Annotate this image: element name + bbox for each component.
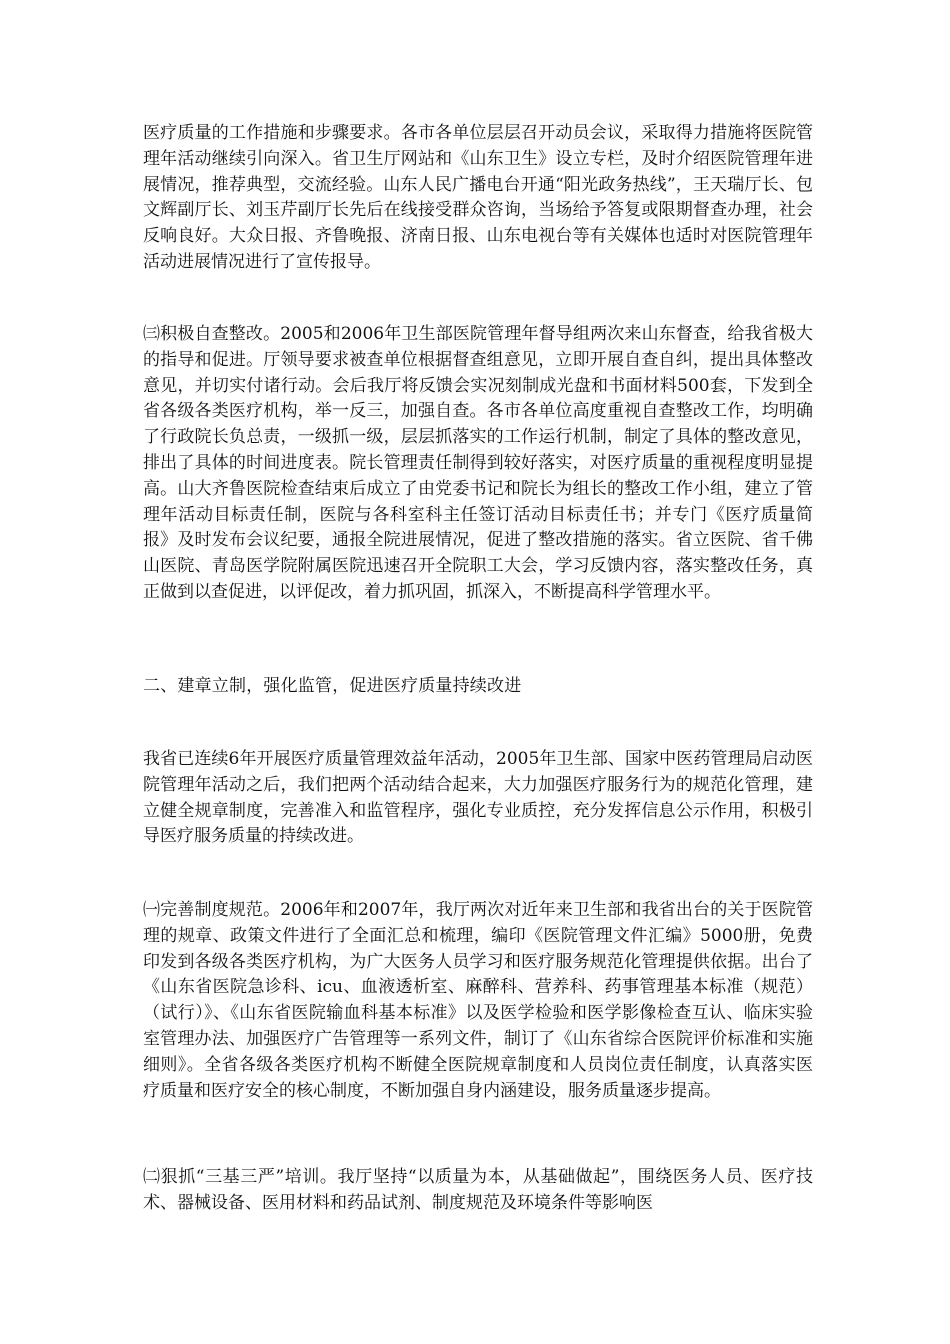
paragraph-quality-management-intro: 我省已连续6年开展医疗质量管理效益年活动，2005年卫生部、国家中医药管理局启动医院管理年活动之后，我们把两个活动结合起来，大力加强医疗服务行为的规范化管理，建立健全规章制度，完善准入和监管程序，强化专业质控，充分发挥信息公示作用，积极引导医疗服务质量的持续改进。 xyxy=(143,749,813,847)
paragraph-self-inspection-rectification: ㈢积极自查整改。2005和2006年卫生部医院管理年督导组两次来山东督查，给我省极大的指导和促进。厅领导要求被查单位根据督查组意见，立即开展自查自纠，提出具体整改意见，并切实付诸行动。会后我厅将反馈会实况刻制成光盘和书面材料500套，下发到全省各级各类医疗机构，举一反三，加强自查。各市各单位高度重视自查整改工作，均明确了行政院长负总责，一级抓一级，层层抓落实的工作运行机制，制定了具体的整改意见，排出了具体的时间进度表。院长管理责任制得到较好落实，对医疗质量的重视程度明显提高。山大齐鲁医院检查结束后成立了由党委书记和院长为组长的整改工作小组，建立了管理年活动目标责任制，医院与各科室科主任签订活动目标责任书；并专门《医疗质量简报》及时发布会议纪要，通报全院进展情况，促进了整改措施的落实。省立医院、省千佛山医院、青岛医学院附属医院迅速召开全院职工大会，学习反馈内容，落实整改任务，真正做到以查促进，以评促改，着力抓巩固，抓深入，不断提高科学管理水平。 xyxy=(143,324,813,602)
paragraph-continuation-publicity: 医疗质量的工作措施和步骤要求。各市各单位层层召开动员会议，采取得力措施将医院管理年活动继续引向深入。省卫生厅网站和《山东卫生》设立专栏，及时介绍医院管理年进展情况，推荐典型，交流经验。山东人民广播电台开通“阳光政务热线”，王天瑞厅长、包文辉副厅长、刘玉芹副厅长先后在线接受群众咨询，当场给予答复或限期督查办理，社会反响良好。大众日报、齐鲁晚报、济南日报、山东电视台等有关媒体也适时对医院管理年活动进展情况进行了宣传报导。 xyxy=(143,123,813,272)
section-heading-two: 二、建章立制，强化监管，促进医疗质量持续改进 xyxy=(143,676,522,696)
paragraph-three-basics-training: ㈡狠抓“三基三严”培训。我厅坚持“以质量为本，从基础做起”，围绕医务人员、医疗技术、器械设备、医用材料和药品试剂、制度规范及环境条件等影响医 xyxy=(143,1167,813,1213)
paragraph-improve-regulations: ㈠完善制度规范。2006年和2007年，我厅两次对近年来卫生部和我省出台的关于医院管理的规章、政策文件进行了全面汇总和梳理，编印《医院管理文件汇编》5000册，免费印发到各级各类医疗机构，为广大医务人员学习和医疗服务规范化管理提供依据。出台了《山东省医院急诊科、icu、血液透析室、麻醉科、营养科、药事管理基本标准（规范）（试行）》、《山东省医院输血科基本标准》以及医学检验和医学影像检查互认、临床实验室管理办法、加强医疗广告管理等一系列文件，制订了《山东省综合医院评价标准和实施细则》。全省各级各类医疗机构不断健全医院规章制度和人员岗位责任制度，认真落实医疗质量和医疗安全的核心制度，不断加强自身内涵建设，服务质量逐步提高。 xyxy=(143,900,813,1101)
